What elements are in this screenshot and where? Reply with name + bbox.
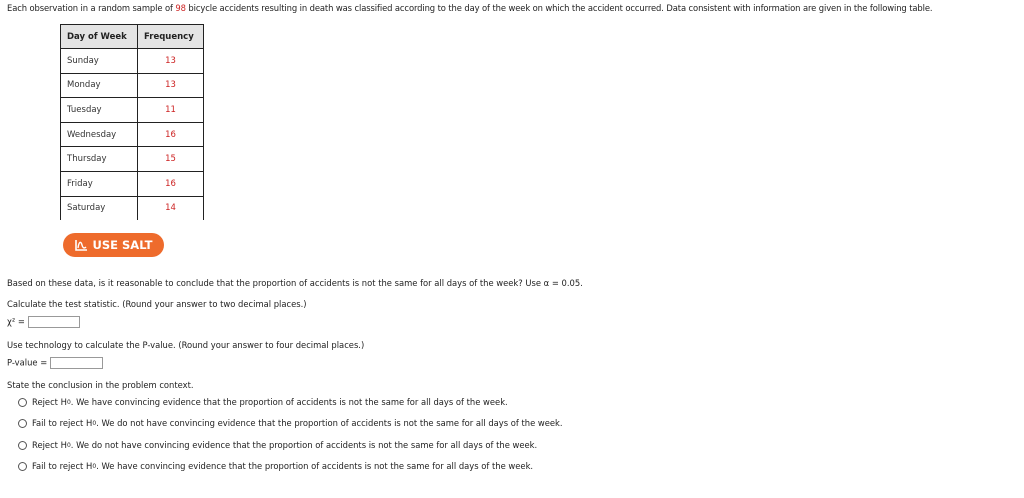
table-row	[61, 73, 204, 98]
day-cell: Sunday	[61, 49, 138, 74]
part1-prompt: Calculate the test statistic. (Round your answer to two decimal places.)	[7, 299, 307, 309]
problem-intro	[7, 3, 932, 13]
day-cell: Thursday	[61, 147, 138, 172]
radio-button[interactable]	[18, 398, 27, 407]
conclusion-option-3[interactable]	[18, 440, 537, 450]
p-value-label: P-value =	[7, 357, 48, 368]
header-frequency: Frequency	[138, 25, 204, 49]
radio-button[interactable]	[18, 419, 27, 428]
frequency-cell: 15	[138, 147, 204, 172]
p-value-input[interactable]	[50, 357, 103, 369]
table-row	[61, 171, 204, 196]
day-cell: Friday	[61, 171, 138, 196]
frequency-cell: 13	[138, 49, 204, 74]
conclusion-option-2[interactable]	[18, 418, 563, 428]
p-value-row	[7, 357, 103, 369]
conclusion-option-1[interactable]	[18, 397, 508, 407]
use-salt-button[interactable]	[63, 233, 164, 257]
option-text: . We do not have convincing evidence that the proportion of accidents is not the same for all days of the week.	[70, 440, 538, 450]
table-row	[61, 98, 204, 123]
sample-size: 98	[175, 3, 186, 13]
radio-button[interactable]	[18, 441, 27, 450]
option-decision: Fail to reject H	[32, 418, 93, 428]
frequency-cell: 13	[138, 73, 204, 98]
question-text: Based on these data, is it reasonable to conclude that the proportion of accidents is not the same for all days of the week? Use α = 0.05.	[7, 278, 583, 288]
option-text: . We have convincing evidence that the proportion of accidents is not the same for all days of the week.	[96, 461, 534, 471]
conclusion-option-4[interactable]	[18, 461, 533, 471]
h0-subscript: 0	[92, 462, 97, 470]
chi-square-label: χ² =	[7, 316, 25, 327]
day-cell: Monday	[61, 73, 138, 98]
header-day-of-week: Day of Week	[61, 25, 138, 49]
table-row	[61, 147, 204, 172]
salt-chart-icon	[75, 239, 88, 251]
part3-prompt: State the conclusion in the problem context.	[7, 380, 194, 390]
h0-subscript: 0	[66, 398, 71, 406]
option-text: . We do not have convincing evidence that the proportion of accidents is not the same for all days of the week.	[96, 418, 563, 428]
table-header-row	[61, 25, 204, 49]
frequency-table	[60, 24, 204, 220]
frequency-cell: 16	[138, 171, 204, 196]
day-cell: Saturday	[61, 196, 138, 220]
frequency-cell: 16	[138, 122, 204, 147]
table-row	[61, 49, 204, 74]
table-row	[61, 122, 204, 147]
part2-prompt: Use technology to calculate the P-value. (Round your answer to four decimal places.)	[7, 340, 365, 350]
intro-before: Each observation in a random sample of	[7, 3, 176, 13]
h0-subscript: 0	[66, 441, 71, 449]
option-decision: Reject H	[32, 440, 67, 450]
option-decision: Reject H	[32, 397, 67, 407]
table-row	[61, 196, 204, 220]
chi-square-row	[7, 316, 80, 328]
option-text: . We have convincing evidence that the proportion of accidents is not the same for all days of the week.	[70, 397, 508, 407]
chi-square-input[interactable]	[28, 316, 80, 328]
radio-button[interactable]	[18, 462, 27, 471]
option-decision: Fail to reject H	[32, 461, 93, 471]
frequency-cell: 11	[138, 98, 204, 123]
h0-subscript: 0	[92, 419, 97, 427]
day-cell: Tuesday	[61, 98, 138, 123]
day-cell: Wednesday	[61, 122, 138, 147]
intro-after: bicycle accidents resulting in death was classified according to the day of the week on which the accident occurred. Data consistent with information are given in the following table.	[185, 3, 933, 13]
use-salt-label: USE SALT	[92, 238, 153, 252]
frequency-cell: 14	[138, 196, 204, 220]
